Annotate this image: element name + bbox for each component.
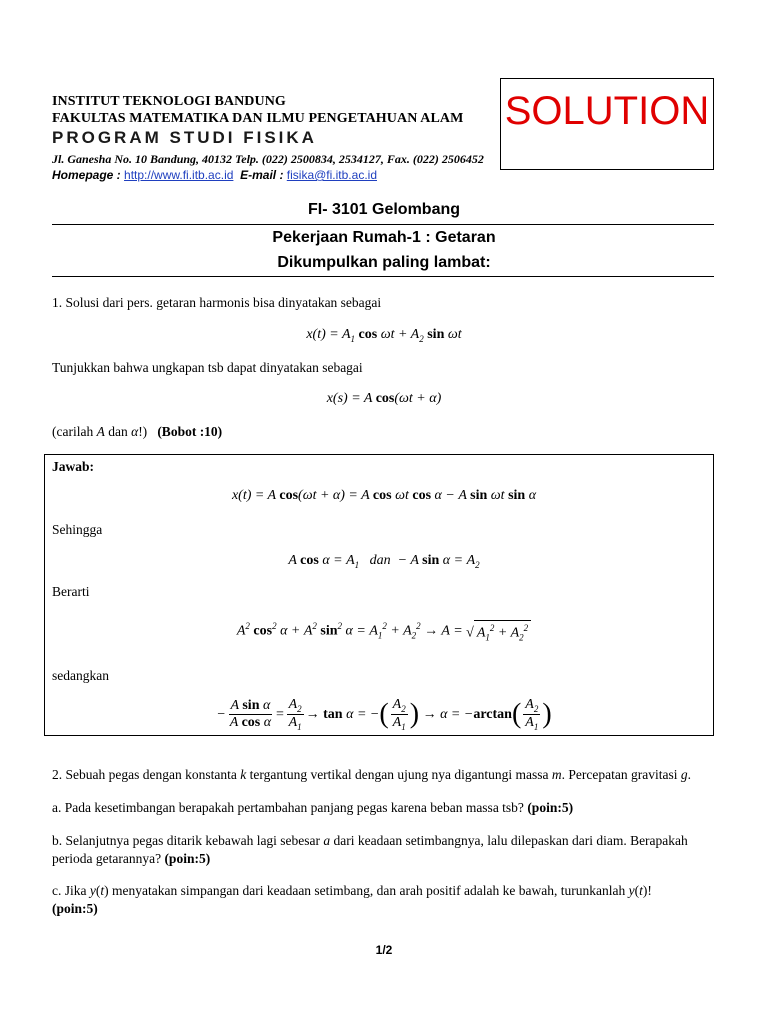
- address: Jl. Ganesha No. 10 Bandung, 40132 Telp. (022) 2500834, 2534127, Fax. (022) 2506452: [52, 152, 484, 166]
- q1-task-suffix: !): [138, 424, 148, 439]
- assignment-title: Pekerjaan Rumah-1 : Getaran: [272, 229, 496, 246]
- q2-b-text-1a: b. Selanjutnya pegas ditarik kebawah lagi sebesar: [52, 833, 321, 848]
- solution-box: [500, 78, 714, 170]
- answer-sehingga: Sehingga: [52, 522, 103, 537]
- q2-c-points: (poin:5): [52, 901, 98, 916]
- homepage-link[interactable]: http://www.fi.itb.ac.id: [124, 168, 234, 182]
- answer-equation-2: A $\cos \alpha = A_1$ dan − A $\sin \alpha = A_2$: [288, 553, 480, 570]
- q2-b-text-2: perioda getarannya?: [52, 851, 162, 866]
- institute-name: INSTITUT TEKNOLOGI BANDUNG: [52, 94, 286, 109]
- email-link[interactable]: fisika@fi.itb.ac.id: [286, 168, 377, 182]
- faculty-name: FAKULTAS MATEMATIKA DAN ILMU PENGETAHUAN ALAM: [52, 111, 464, 126]
- q2-intro-a: 2. Sebuah pegas dengan konstanta: [52, 767, 237, 782]
- q2-intro-c: . Percepatan gravitasi: [561, 767, 678, 782]
- q2-intro-d: .: [687, 767, 691, 782]
- q1-task-and: dan: [108, 424, 128, 439]
- q1-weight: (Bobot :10): [157, 424, 223, 439]
- q1-show-text: Tunjukkan bahwa ungkapan tsb dapat dinyatakan sebagai: [52, 360, 363, 375]
- q2-a-points: (poin:5): [527, 800, 574, 815]
- q1-equation-1: $x(t) = A_1$ $\cos \omega t + A_2$ sin ωt: [306, 327, 462, 344]
- answer-berarti: Berarti: [52, 584, 90, 599]
- answer-sedangkan: sedangkan: [52, 668, 109, 683]
- q2-b-points: (poin:5): [164, 851, 211, 866]
- deadline: Dikumpulkan paling lambat:: [277, 254, 491, 271]
- q2-a: [52, 800, 573, 816]
- q2-b-text-1b: dari keadaan setimbangnya, lalu dilepaskan dari diam. Berapakah: [333, 833, 688, 848]
- q2-intro-b: tergantung vertikal dengan ujung nya digantungi massa: [249, 767, 549, 782]
- q1-task-prefix: (carilah: [52, 424, 94, 439]
- q1-intro: 1. Solusi dari pers. getaran harmonis bisa dinyatakan sebagai: [52, 295, 382, 310]
- arctan-label: arctan: [473, 706, 512, 722]
- q2-a-text: a. Pada kesetimbangan berapakah pertambahan panjang pegas karena beban massa tsb?: [52, 800, 524, 815]
- program-name: PROGRAM STUDI FISIKA: [52, 128, 317, 147]
- q2-c-text-b: menyatakan simpangan dari keadaan setimbang, dan arah positif adalah ke bawah, turunkanlah: [112, 883, 626, 898]
- divider: [52, 224, 714, 225]
- contact-line: [52, 168, 377, 182]
- q1-task: (carilah A dan α!) (Bobot :10): [52, 424, 223, 439]
- q2-intro: 2. Sebuah pegas dengan konstanta k tergantung vertikal dengan ujung nya digantungi massa m. Percepatan gravitasi g.: [52, 767, 691, 782]
- answer-equation-4: − $\frac{\text{A sin α}}{\text{A cos α}}$ = $\frac{A_2}{A_1}$ → tan α = −( $\frac{A_2}{A_1}$ ) → α = −arctan( $\frac{A_2}{A_1}$ ): [216, 697, 552, 732]
- q2-c-text-c: !: [647, 883, 652, 898]
- answer-equation-3: $A^2$ $\cos^2 \alpha + A^2$ $\sin^2 \alpha = A_1^2 + A_2^2 \to A$ = √ $A_1^2 + A_2^2$: [0, 620, 768, 642]
- q2-b-line1: b. Selanjutnya pegas ditarik kebawah lagi sebesar a dari keadaan setimbangnya, lalu dilepaskan dari diam. Berapakah: [52, 833, 688, 848]
- solution-label: SOLUTION: [504, 89, 710, 133]
- course-title: FI- 3101 Gelombang: [307, 201, 461, 218]
- q1-equation-2: x(s) = A cos(ωt + α): [326, 391, 442, 406]
- q2-b-line2: [52, 851, 210, 867]
- answer-equation-1: x(t) = A cos(ωt + α) = A cos ωt cos α − A sin ωt sin α: [231, 488, 537, 503]
- page-number: 1/2: [375, 943, 393, 957]
- q2-c-text-a: c. Jika: [52, 883, 87, 898]
- sqrt-expression: √ $A_1^2 + A_2^2$: [466, 620, 531, 642]
- answer-dan: dan: [369, 553, 391, 568]
- homepage-label: Homepage :: [52, 168, 121, 182]
- email-label: E-mail :: [240, 168, 284, 182]
- divider: [52, 276, 714, 277]
- answer-label: Jawab:: [52, 459, 95, 474]
- q2-c-line1: c. Jika y(t) menyatakan simpangan dari keadaan setimbang, dan arah positif adalah ke bawah, turunkanlah y(t)!: [52, 883, 652, 898]
